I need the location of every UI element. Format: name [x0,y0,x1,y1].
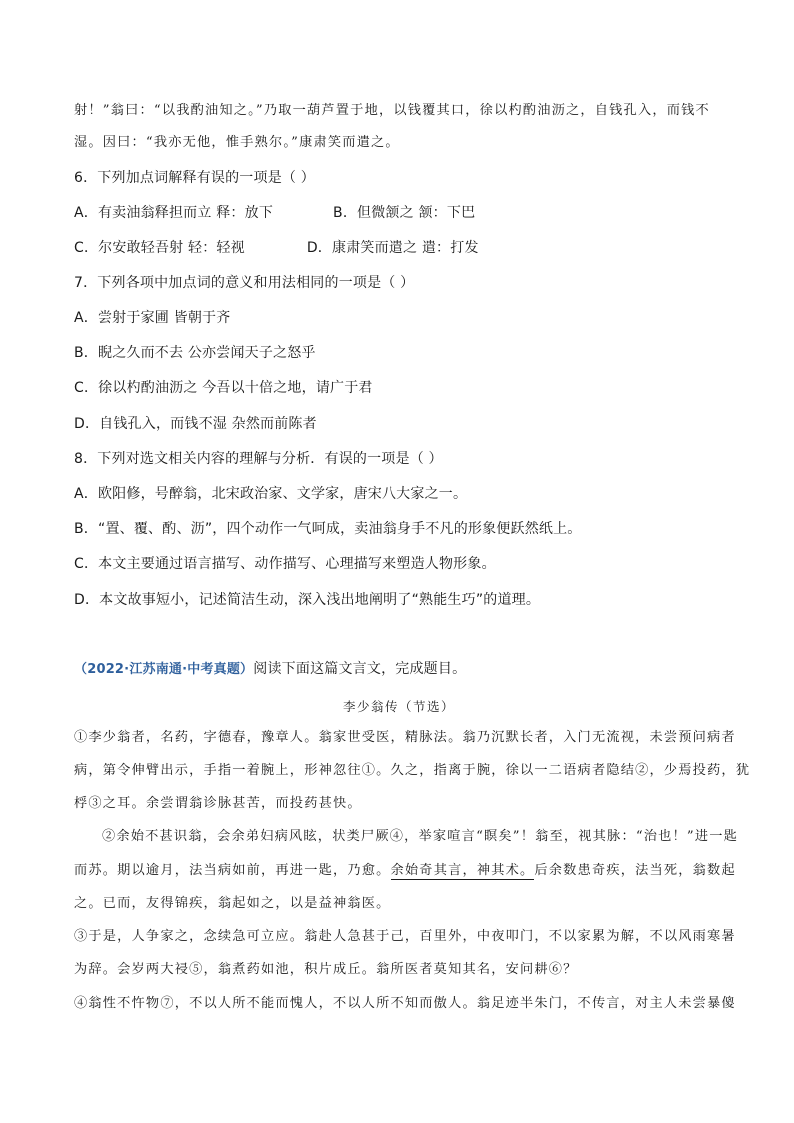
question-8-stem: 8．下列对选文相关内容的理解与分析．有误的一项是（ ） [74,451,443,467]
passage-line: ③于是，人争家之，念续急可立应。翁赴人急甚于己，百里外，中夜叩门，不以家累为解，不以风雨寒暑 [74,929,736,944]
passage-line [74,864,736,877]
passage-line: ④翁性不忤物⑦，不以人所不能而愧人，不以人所不知而傲人。翁足迹半朱门，不传言，对主人未尝暴傻 [74,996,736,1011]
option-b[interactable]: B．但微颔之 颔：下巴 [333,205,476,221]
option-c[interactable]: C．本文主要通过语言描写、动作描写、心理描写来塑造人物形象。 [74,556,496,572]
question-6-options-row2 [74,241,479,255]
passage-line: 射！”翁曰：“以我酌油知之。”乃取一葫芦置于地，以钱覆其口，徐以杓酌油沥之，自钱孔入，而钱不 [74,103,710,118]
option-d[interactable]: D．康肃笑而遣之 遣：打发 [306,240,479,256]
passage-line: 病，第令伸臂出示，手指一着腕上，形神忽往①。久之，指离于腕，徐以一二语病者隐结②，少焉投药，犹 [74,763,751,778]
passage-line: ②余始不甚识翁，会余弟妇病风眩，状类尸厥④，举家喧言“瞑矣”！翁至，视其脉：“治也！”进一匙 [102,829,739,844]
question-6-options-row1 [74,206,475,220]
option-a[interactable]: A．欧阳修，号醉翁，北宋政治家、文学家，唐宋八大家之一。 [74,486,468,502]
passage2-instruction: 阅读下面这篇文言文，完成题目。 [253,661,467,677]
option-c[interactable]: C．徐以杓酌油沥之 今吾以十倍之地，请广于君 [74,380,373,396]
option-b[interactable]: B．“置、覆、酌、沥”，四个动作一气呵成，卖油翁身手不凡的形象便跃然纸上。 [74,521,582,537]
question-7-stem: 7．下列各项中加点词的意义和用法相同的一项是（ ） [74,275,415,291]
option-b[interactable]: B．睨之久而不去 公亦尝闻天子之怒乎 [74,345,316,361]
passage-text: 而苏。期以逾月，法当病如前，再进一匙，乃愈。 [74,863,391,878]
exam-source: （2022·江苏南通·中考真题） [74,662,254,677]
option-d[interactable]: D．本文故事短小，记述简洁生动，深入浅出地阐明了“熟能生巧”的道理。 [74,592,541,608]
passage-text: 后余数患奇疾，法当死，翁数起 [534,863,736,878]
option-a[interactable]: A．尝射于家圃 皆朝于齐 [74,310,231,326]
passage-line: ①李少翁者，名药，字德春，豫章人。翁家世受医，精脉法。翁乃沉默长者，入门无流视，未尝预问病者 [74,730,736,745]
passage-title: 李少翁传（节选） [342,699,455,714]
underlined-sentence: 余始奇其言，神其术。 [390,863,535,878]
passage2-header [74,662,466,676]
passage-line: 桴③之耳。余尝谓翁诊脉甚苦，而投药甚快。 [74,796,362,811]
passage-line: 为辞。会岁两大祲⑤，翁煮药如池，积片成丘。翁所医者莫知其名，安问耕⑥？ [74,962,578,977]
option-d[interactable]: D．自钱孔入，而钱不湿 杂然而前陈者 [74,416,317,432]
passage-line: 之。已而，友得锦疾，翁起如之，以是益神翁医。 [74,896,391,911]
option-a[interactable]: A．有卖油翁释担而立 释：放下 [74,205,274,221]
option-c[interactable]: C．尔安敢轻吾射 轻：轻视 [74,240,245,256]
question-6-stem: 6．下列加点词解释有误的一项是（ ） [74,170,315,186]
passage-line: 湿。因曰：“我亦无他，惟手熟尔。”康肃笑而遣之。 [74,135,400,150]
